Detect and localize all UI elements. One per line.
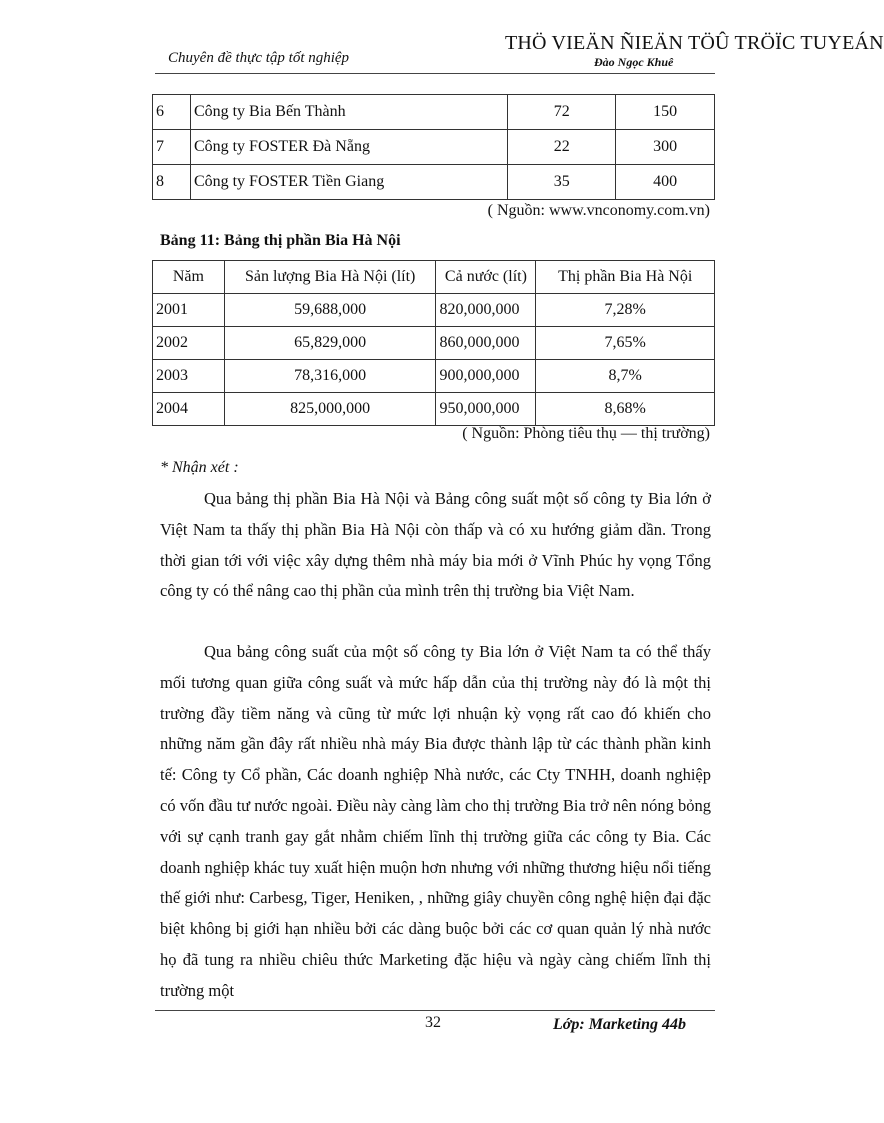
table-row xyxy=(153,360,715,393)
table-header-row xyxy=(153,261,715,294)
table-row xyxy=(153,165,715,200)
table-cell: 900,000,000 xyxy=(436,360,536,393)
table-cell: 8 xyxy=(153,165,191,200)
paragraph-1: Qua bảng thị phần Bia Hà Nội và Bảng công suất một số công ty Bia lớn ở Việt Nam ta thấy thị phần Bia Hà Nội còn thấp và có xu hướng giảm dần. Trong thời gian tới với việc xây dựng thêm nhà máy bia mới ở Vĩnh Phúc hy vọng Tổng công ty có thể nâng cao thị phần của mình trên thị trường bia Việt Nam. xyxy=(160,489,711,601)
column-header: Năm xyxy=(153,261,225,294)
table-cell: 7 xyxy=(153,130,191,165)
table-cell: 8,68% xyxy=(536,393,715,426)
table-cell: 59,688,000 xyxy=(224,294,436,327)
market-share-table xyxy=(152,260,715,426)
table-cell: 8,7% xyxy=(536,360,715,393)
table-cell: Công ty Bia Bến Thành xyxy=(190,95,507,130)
header-author: Ðào Ngọc Khuê xyxy=(594,55,674,69)
footer-divider xyxy=(155,1010,715,1011)
table-cell: 78,316,000 xyxy=(224,360,436,393)
table-cell: 7,28% xyxy=(536,294,715,327)
table-cell: 22 xyxy=(508,130,616,165)
header-right-title: THÖ VIEÄN ÑIEÄN TÖÛ TRÖÏC TUYEÁN xyxy=(505,32,884,54)
table-row xyxy=(153,294,715,327)
column-header: Sản lượng Bia Hà Nội (lít) xyxy=(224,261,436,294)
table-cell: 820,000,000 xyxy=(436,294,536,327)
table-cell: 2002 xyxy=(153,327,225,360)
page-number: 32 xyxy=(425,1014,441,1031)
table-cell: 35 xyxy=(508,165,616,200)
footer-class-label: Lớp: Marketing 44b xyxy=(553,1016,687,1033)
table-cell: 2001 xyxy=(153,294,225,327)
table-cell: 150 xyxy=(616,95,715,130)
table-cell: 300 xyxy=(616,130,715,165)
table-cell: 6 xyxy=(153,95,191,130)
table2-source: ( Nguồn: Phòng tiêu thụ — thị trường) xyxy=(462,425,710,442)
table-cell: 72 xyxy=(508,95,616,130)
table-row xyxy=(153,393,715,426)
company-capacity-table xyxy=(152,94,715,200)
table-cell: 2004 xyxy=(153,393,225,426)
table-cell: 825,000,000 xyxy=(224,393,436,426)
column-header: Thị phần Bia Hà Nội xyxy=(536,261,715,294)
table-cell: 2003 xyxy=(153,360,225,393)
table-cell: 65,829,000 xyxy=(224,327,436,360)
table1-source: ( Nguồn: www.vnconomy.com.vn) xyxy=(487,202,710,219)
table2-caption: Bảng 11: Bảng thị phần Bia Hà Nội xyxy=(160,232,401,249)
header-left-title: Chuyên đề thực tập tốt nghiệp xyxy=(168,50,350,66)
table-cell: 950,000,000 xyxy=(436,393,536,426)
table-row xyxy=(153,95,715,130)
remark-label: * Nhận xét : xyxy=(160,459,239,476)
table-cell: 400 xyxy=(616,165,715,200)
table-cell: Công ty FOSTER Tiền Giang xyxy=(190,165,507,200)
paragraph-2: Qua bảng công suất của một số công ty Bia lớn ở Việt Nam ta có thể thấy mối tương quan giữa công suất và mức hấp dẫn của thị trường này đó là một thị trường đầy tiềm năng và cũng từ mức lợi nhuận kỳ vọng rất cao đó khiến cho những năm gần đây rất nhiều nhà máy Bia được thành lập từ các thành phần kinh tế: Công ty Cổ phần, Các doanh nghiệp Nhà nước, các Cty TNHH, doanh nghiệp có vốn đầu tư nước ngoài. Điều này càng làm cho thị trường Bia trở nên nóng bỏng với sự cạnh tranh gay gắt nhằm chiếm lĩnh thị trường giữa các công ty Bia. Các doanh nghiệp khác tuy xuất hiện muộn hơn nhưng với những thương hiệu nổi tiếng thế giới như: Carbesg, Tiger, Heniken, , những giây chuyền công nghệ hiện đại đặc biệt không bị giới hạn nhiều bởi các dàng buộc bởi các cơ quan quản lý nhà nước họ đã tung ra nhiều chiêu thức Marketing đặc hiệu và ngày càng chiếm lĩnh thị trường một xyxy=(160,642,711,1000)
table-cell: 860,000,000 xyxy=(436,327,536,360)
table-row xyxy=(153,327,715,360)
header-divider xyxy=(155,73,715,74)
table-row xyxy=(153,130,715,165)
table-cell: Công ty FOSTER Đà Nẵng xyxy=(190,130,507,165)
table-cell: 7,65% xyxy=(536,327,715,360)
column-header: Cả nước (lít) xyxy=(436,261,536,294)
